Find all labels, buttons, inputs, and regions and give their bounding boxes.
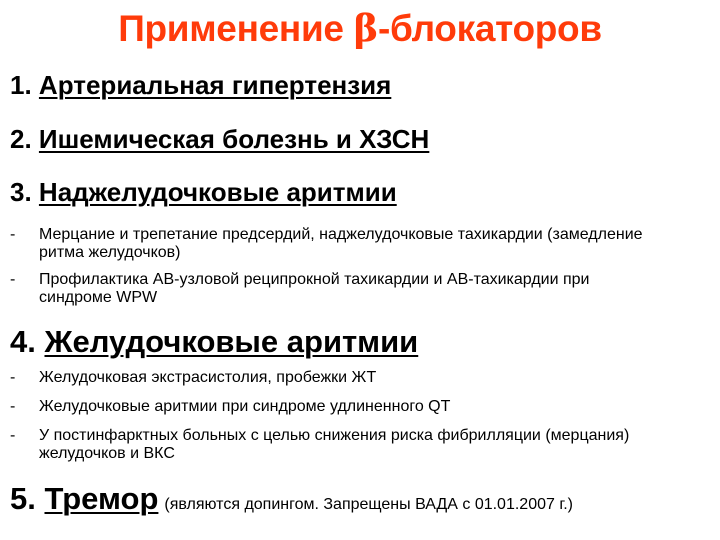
bullet-dash: - bbox=[10, 369, 16, 386]
list-item-text: Желудочковые аритмии при синдроме удлиненного QT bbox=[39, 398, 451, 415]
slide-title bbox=[0, 6, 720, 51]
section-5-number: 5. bbox=[10, 481, 36, 516]
bullet-dash: - bbox=[10, 271, 16, 288]
section-4-heading bbox=[10, 324, 418, 360]
list-item-text: Профилактика АВ-узловой реципрокной тахикардии и АВ-тахикардии при синдроме WPW bbox=[39, 271, 590, 306]
section-5-note: (являются допингом. Запрещены ВАДА с 01.01.2007 г.) bbox=[164, 496, 573, 513]
list-item-text: Мерцание и трепетание предсердий, наджелудочковые тахикардии (замедление ритма желудочков) bbox=[39, 226, 643, 261]
list-item-text: Желудочковая экстрасистолия, пробежки ЖТ bbox=[39, 369, 377, 386]
section-3-heading bbox=[10, 177, 397, 208]
bullet-dash: - bbox=[10, 398, 16, 415]
section-5-heading bbox=[10, 481, 573, 517]
section-2-title: Ишемическая болезнь и ХЗСН bbox=[38, 124, 430, 154]
section-3-number: 3. bbox=[10, 177, 32, 207]
bullet-dash: - bbox=[10, 226, 16, 243]
title-text: Применение bbox=[118, 8, 354, 49]
list-item-text: У постинфарктных больных с целью снижения риска фибрилляции (мерцания) желудочков и ВКС bbox=[39, 427, 630, 462]
section-2-heading bbox=[10, 124, 429, 155]
section-1-title: Артериальная гипертензия bbox=[38, 70, 392, 100]
section-3-title: Наджелудочковые аритмии bbox=[38, 177, 397, 207]
section-4-title: Желудочковые аритмии bbox=[44, 324, 419, 359]
section-2-number: 2. bbox=[10, 124, 32, 154]
section-4-number: 4. bbox=[10, 324, 36, 359]
bullet-dash: - bbox=[10, 427, 16, 444]
section-1-heading bbox=[10, 70, 391, 101]
title-beta-symbol: β bbox=[353, 6, 378, 50]
title-text-rest: -блокаторов bbox=[377, 8, 602, 49]
section-5-title: Тремор bbox=[44, 481, 159, 516]
section-1-number: 1. bbox=[10, 70, 32, 100]
